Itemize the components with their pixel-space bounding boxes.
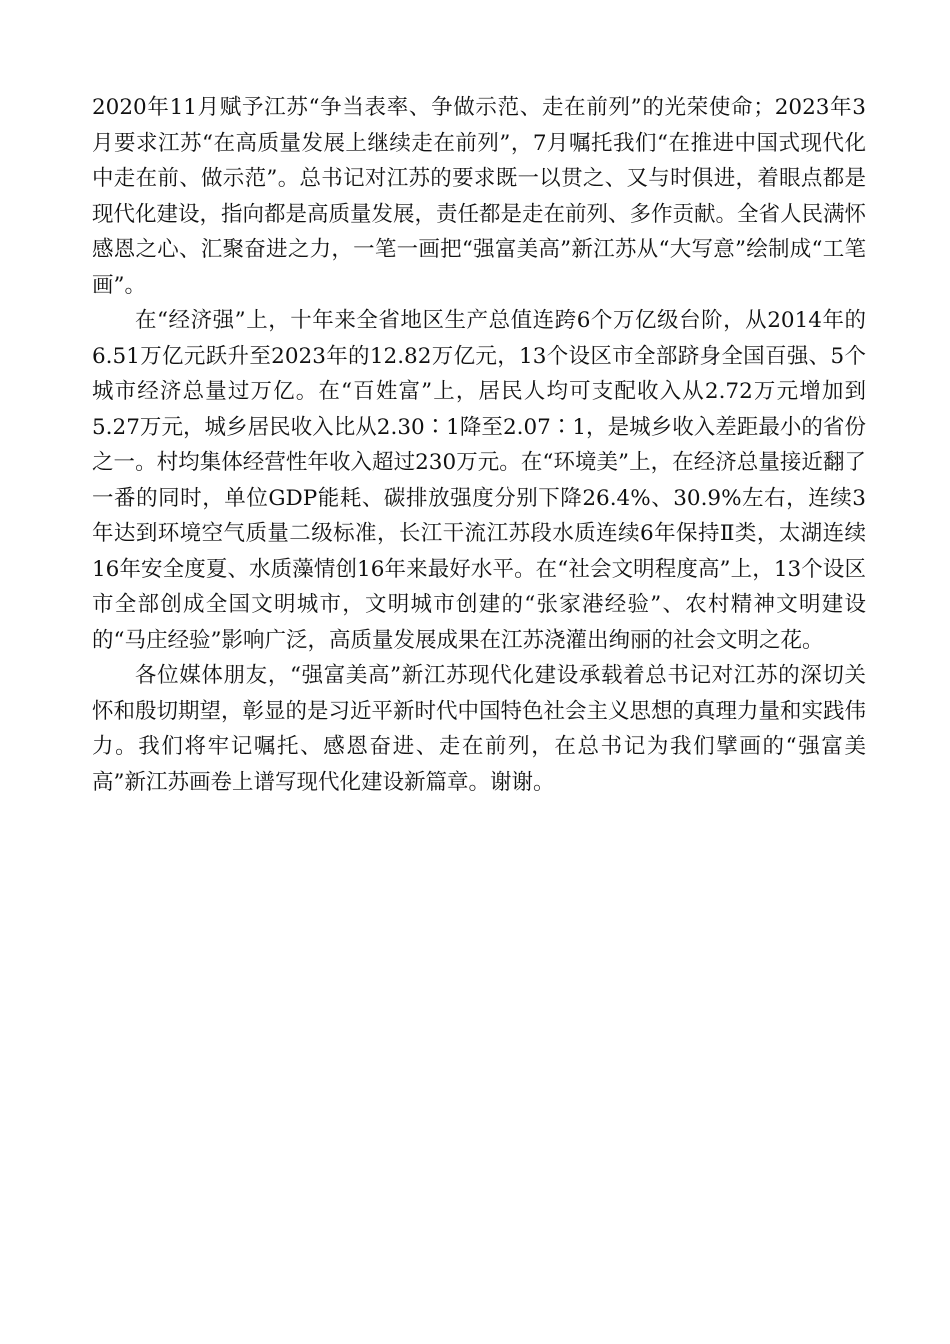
paragraph-1: 2020年11月赋予江苏“争当表率、争做示范、走在前列”的光荣使命；2023年3月要求江苏“在高质量发展上继续走在前列”，7月嘱托我们“在推进中国式现代化中走在前、做示范”。总书记对江苏的要求既一以贯之、又与时俱进，着眼点都是现代化建设，指向都是高质量发展，责任都是走在前列、多作贡献。全省人民满怀感恩之心、汇聚奋进之力，一笔一画把“强富美高”新江苏从“大写意”绘制成“工笔画”。 [92,95,867,298]
paragraph-3: 各位媒体朋友，“强富美高”新江苏现代化建设承载着总书记对江苏的深切关怀和殷切期望，彰显的是习近平新时代中国特色社会主义思想的真理力量和实践伟力。我们将牢记嘱托、感恩奋进、走在前列，在总书记为我们擘画的“强富美高”新江苏画卷上谱写现代化建设新篇章。谢谢。 [92,663,867,795]
document-body [92,90,866,800]
paragraph-2: 在“经济强”上，十年来全省地区生产总值连跨6个万亿级台阶，从2014年的6.51万亿元跃升至2023年的12.82万亿元，13个设区市全部跻身全国百强、5个城市经济总量过万亿。在“百姓富”上，居民人均可支配收入从2.72万元增加到5.27万元，城乡居民收入比从2.30∶1降至2.07∶1，是城乡收入差距最小的省份之一。村均集体经营性年收入超过230万元。在“环境美”上，在经济总量接近翻了一番的同时，单位GDP能耗、碳排放强度分别下降26.4%、30.9%左右，连续3年达到环境空气质量二级标准，长江干流江苏段水质连续6年保持Ⅱ类，太湖连续16年安全度夏、水质藻情创16年来最好水平。在“社会文明程度高”上，13个设区市全部创成全国文明城市，文明城市创建的“张家港经验”、农村精神文明建设的“马庄经验”影响广泛，高质量发展成果在江苏浇灌出绚丽的社会文明之花。 [92,308,866,653]
